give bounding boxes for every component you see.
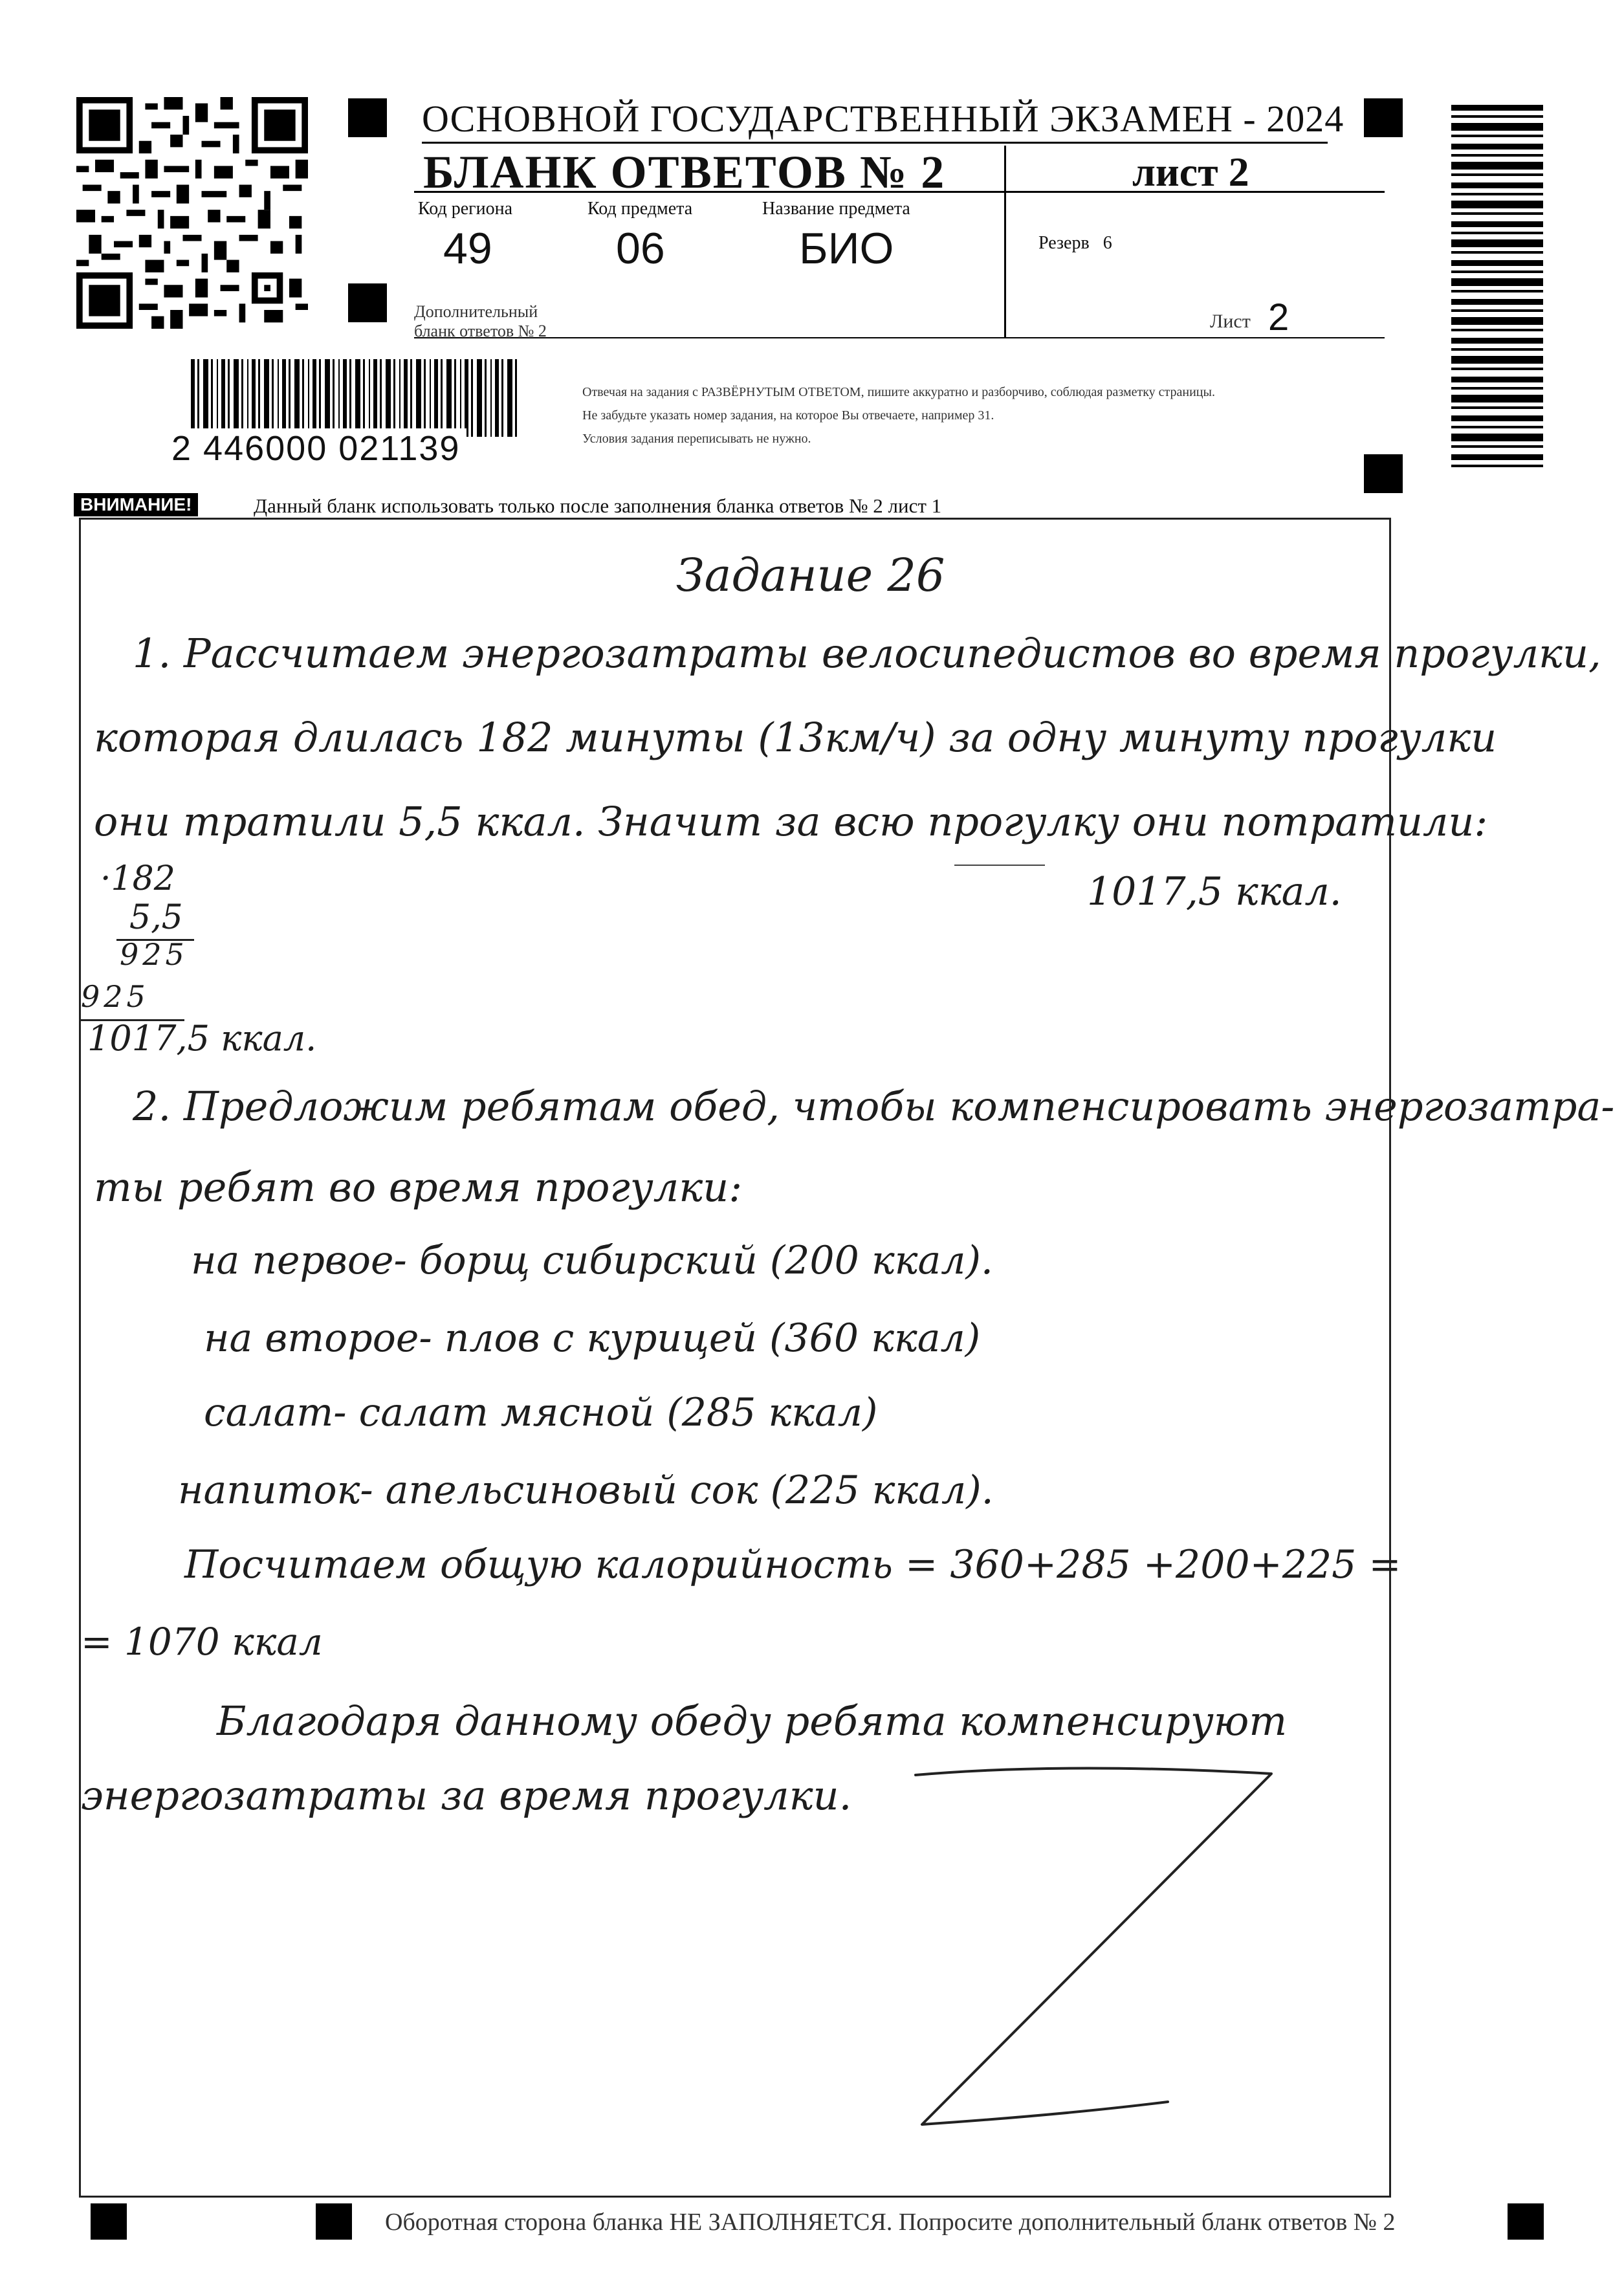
warning-strip bbox=[74, 493, 1394, 519]
subject-name-label: Название предмета bbox=[762, 199, 910, 219]
form-title: БЛАНК ОТВЕТОВ № 2 bbox=[423, 146, 946, 198]
corner-marker bbox=[91, 2203, 127, 2240]
title-box bbox=[414, 146, 1385, 349]
corner-marker bbox=[316, 2203, 352, 2240]
subject-code: 06 bbox=[616, 224, 665, 273]
answer-line: на второе- плов с курицей (360 ккал) bbox=[204, 1316, 981, 1361]
sheet-number-label: Лист bbox=[1210, 311, 1251, 332]
reserve bbox=[1038, 233, 1112, 254]
vertical-divider bbox=[1004, 146, 1006, 337]
side-barcode bbox=[1451, 105, 1543, 467]
answer-line: Посчитаем общую калорийность = 360+285 +200+225 = bbox=[184, 1542, 1401, 1587]
region-code-label: Код региона bbox=[418, 199, 513, 219]
answer-line: Благодаря данному обеду ребята компенсируют bbox=[217, 1697, 1288, 1745]
bottom-divider bbox=[414, 337, 1385, 338]
instruction-line: Не забудьте указать номер задания, на которое Вы отвечаете, например 31. bbox=[582, 408, 994, 423]
answer-line: = 1070 ккал bbox=[81, 1620, 323, 1664]
sheet-number: 2 bbox=[1268, 296, 1289, 338]
exam-title: ОСНОВНОЙ ГОСУДАРСТВЕННЫЙ ЭКЗАМЕН - 2024 bbox=[422, 97, 1328, 144]
calc-a: ·182 bbox=[100, 859, 175, 898]
answer-line: 1017,5 ккал. bbox=[1087, 869, 1342, 914]
answer-line: салат- салат мясной (285 ккал) bbox=[204, 1390, 878, 1435]
strike-line bbox=[954, 865, 1045, 866]
answer-line: 2. Предложим ребятам обед, чтобы компенсировать энергозатра- bbox=[133, 1083, 1615, 1130]
answer-line: 1. Рассчитаем энергозатраты велосипедистов во время прогулки, bbox=[133, 630, 1601, 677]
answer-line: ты ребят во время прогулки: bbox=[94, 1164, 743, 1211]
corner-marker bbox=[348, 283, 387, 322]
sheet-label: лист 2 bbox=[1132, 149, 1249, 195]
corner-marker bbox=[1364, 454, 1403, 493]
calc-result: 1017,5 ккал. bbox=[87, 1018, 317, 1059]
barcode bbox=[191, 359, 521, 437]
reserve-value: 6 bbox=[1103, 233, 1112, 253]
title-divider bbox=[414, 191, 1385, 193]
calc-p1: 925 bbox=[120, 937, 188, 972]
task-title: Задание 26 bbox=[676, 549, 945, 602]
instruction-line: Условия задания переписывать не нужно. bbox=[582, 432, 811, 446]
instruction-line: Отвечая на задания с РАЗВЁРНУТЫМ ОТВЕТОМ, пишите аккуратно и разборчиво, соблюдая разметку страницы. bbox=[582, 385, 1215, 399]
region-code: 49 bbox=[443, 224, 492, 273]
barcode-number: 2 446000 021139 bbox=[165, 428, 466, 469]
warning-text: Данный бланк использовать только после заполнения бланка ответов № 2 лист 1 bbox=[254, 494, 942, 517]
corner-marker bbox=[348, 98, 387, 137]
answer-line: которая длилась 182 минуты (13км/ч) за одну минуту прогулки bbox=[94, 714, 1497, 761]
corner-marker bbox=[1508, 2203, 1544, 2240]
reserve-label: Резерв bbox=[1038, 233, 1090, 253]
warning-badge: ВНИМАНИЕ! bbox=[74, 493, 198, 516]
z-strikeout-mark bbox=[728, 1762, 1310, 2150]
corner-marker bbox=[1364, 98, 1403, 137]
subject-code-label: Код предмета bbox=[587, 199, 693, 219]
subject-name: БИО bbox=[799, 224, 894, 273]
additional-form-label: Дополнительный бланк ответов № 2 bbox=[414, 302, 547, 340]
answer-line: на первое- борщ сибирский (200 ккал). bbox=[191, 1238, 993, 1283]
calc-b: 5,5 bbox=[129, 898, 183, 937]
answer-line: они тратили 5,5 ккал. Значит за всю прогулку они потратили: bbox=[94, 798, 1488, 845]
answer-line: энергозатраты за время прогулки. bbox=[81, 1772, 852, 1819]
qr-code bbox=[76, 97, 308, 329]
answer-line: напиток- апельсиновый сок (225 ккал). bbox=[178, 1468, 994, 1513]
instructions bbox=[582, 380, 1391, 450]
calc-p2: 925 bbox=[81, 979, 149, 1014]
answer-area bbox=[79, 518, 1615, 2198]
footer-note: Оборотная сторона бланка НЕ ЗАПОЛНЯЕТСЯ. Попросите дополнительный бланк ответов № 2 bbox=[385, 2209, 1396, 2236]
